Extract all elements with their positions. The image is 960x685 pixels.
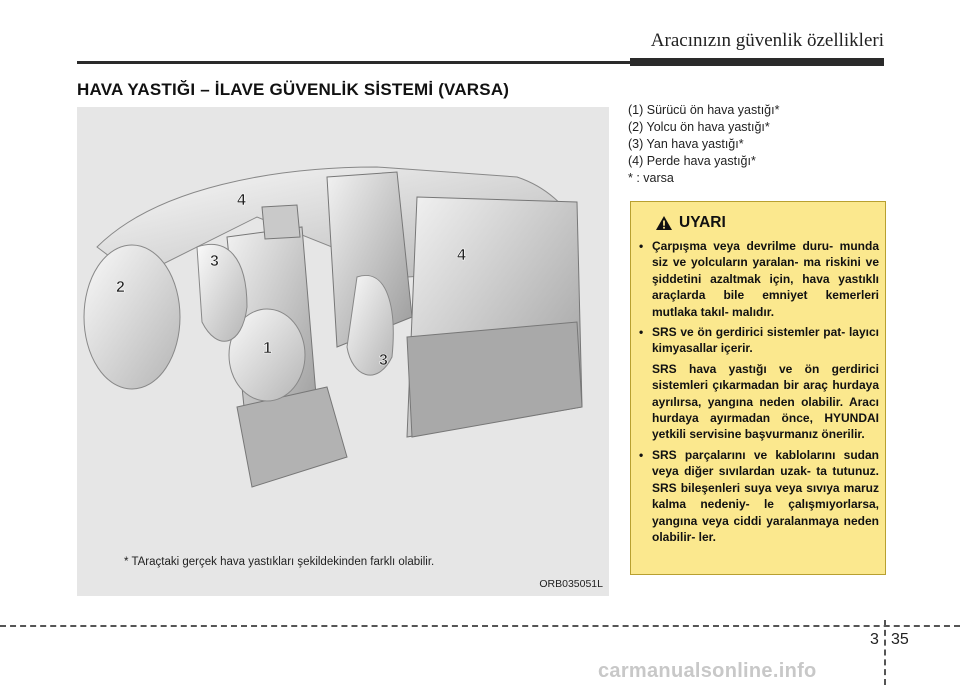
airbag-illustration bbox=[77, 107, 609, 596]
warning-box bbox=[630, 201, 886, 575]
callout-1: 1 bbox=[263, 340, 272, 357]
warning-item bbox=[639, 238, 879, 320]
footer-divider bbox=[884, 620, 886, 685]
legend-item: (4) Perde hava yastığı* bbox=[628, 154, 756, 168]
figure-note: * TAraçtaki gerçek hava yastıkları şekildekinden farklı olabilir. bbox=[124, 556, 435, 568]
legend-item: (1) Sürücü ön hava yastığı* bbox=[628, 103, 780, 117]
warning-item-extra: SRS hava yastığı ve ön gerdirici sistemleri çıkarmadan bir araç hurdaya ayrılırsa, yangına neden olabilir. Aracı hurdaya ayırmadan önce, HYUNDAI yetkili servisine başvurmanız önerilir. bbox=[652, 361, 879, 442]
warning-title: UYARI bbox=[679, 214, 726, 231]
airbag-figure bbox=[77, 107, 609, 596]
warning-item-text: SRS parçalarını ve kablolarını sudan veya diğer sıvılardan uzak- ta tutunuz. SRS bileşenleri suya veya sıvıya maruz kalma nedeniy- le çalışmıyorlarsa, yangına veya ciddi yaralanmaya neden olabilir- ler. bbox=[652, 447, 879, 544]
warning-header bbox=[655, 214, 726, 232]
warning-item-text: Çarpışma veya devrilme duru- munda siz ve yolcuların yaralan- ma riskini ve şiddetini azaltmak için, hava yastıklı araçlarda bile emniyet kemerleri mutlaka takıl- malıdır. bbox=[652, 239, 879, 319]
chapter-number: 3 bbox=[870, 631, 879, 648]
section-title: HAVA YASTIĞI – İLAVE GÜVENLİK SİSTEMİ (VARSA) bbox=[77, 80, 510, 99]
running-head: Aracınızın güvenlik özellikleri bbox=[650, 30, 884, 51]
callout-3-front: 3 bbox=[210, 253, 219, 270]
driver-headrest-shape bbox=[262, 205, 300, 239]
callout-4-rear: 4 bbox=[457, 247, 466, 264]
footer-rule bbox=[0, 625, 960, 627]
page-number: 35 bbox=[891, 631, 909, 648]
legend-footnote: * : varsa bbox=[628, 171, 674, 185]
airbag-legend bbox=[628, 102, 779, 187]
warning-triangle-icon bbox=[655, 215, 673, 231]
callout-4-front: 4 bbox=[237, 192, 246, 209]
watermark: carmanualsonline.info bbox=[598, 660, 817, 682]
passenger-airbag-shape bbox=[84, 245, 180, 389]
warning-item bbox=[639, 447, 879, 545]
callout-2: 2 bbox=[116, 279, 125, 296]
warning-item bbox=[639, 324, 879, 443]
warning-item-text: • SRS ve ön gerdirici sistemler pat- layıcı kimyasallar içerir. bbox=[652, 325, 879, 356]
warning-list bbox=[639, 238, 879, 549]
legend-item: (3) Yan hava yastığı* bbox=[628, 137, 744, 151]
header-rule-accent bbox=[630, 58, 884, 66]
rear-cushion-shape bbox=[407, 322, 582, 437]
callout-3-passenger: 3 bbox=[379, 352, 388, 369]
legend-item: (2) Yolcu ön hava yastığı* bbox=[628, 120, 770, 134]
figure-code: ORB035051L bbox=[539, 578, 603, 590]
